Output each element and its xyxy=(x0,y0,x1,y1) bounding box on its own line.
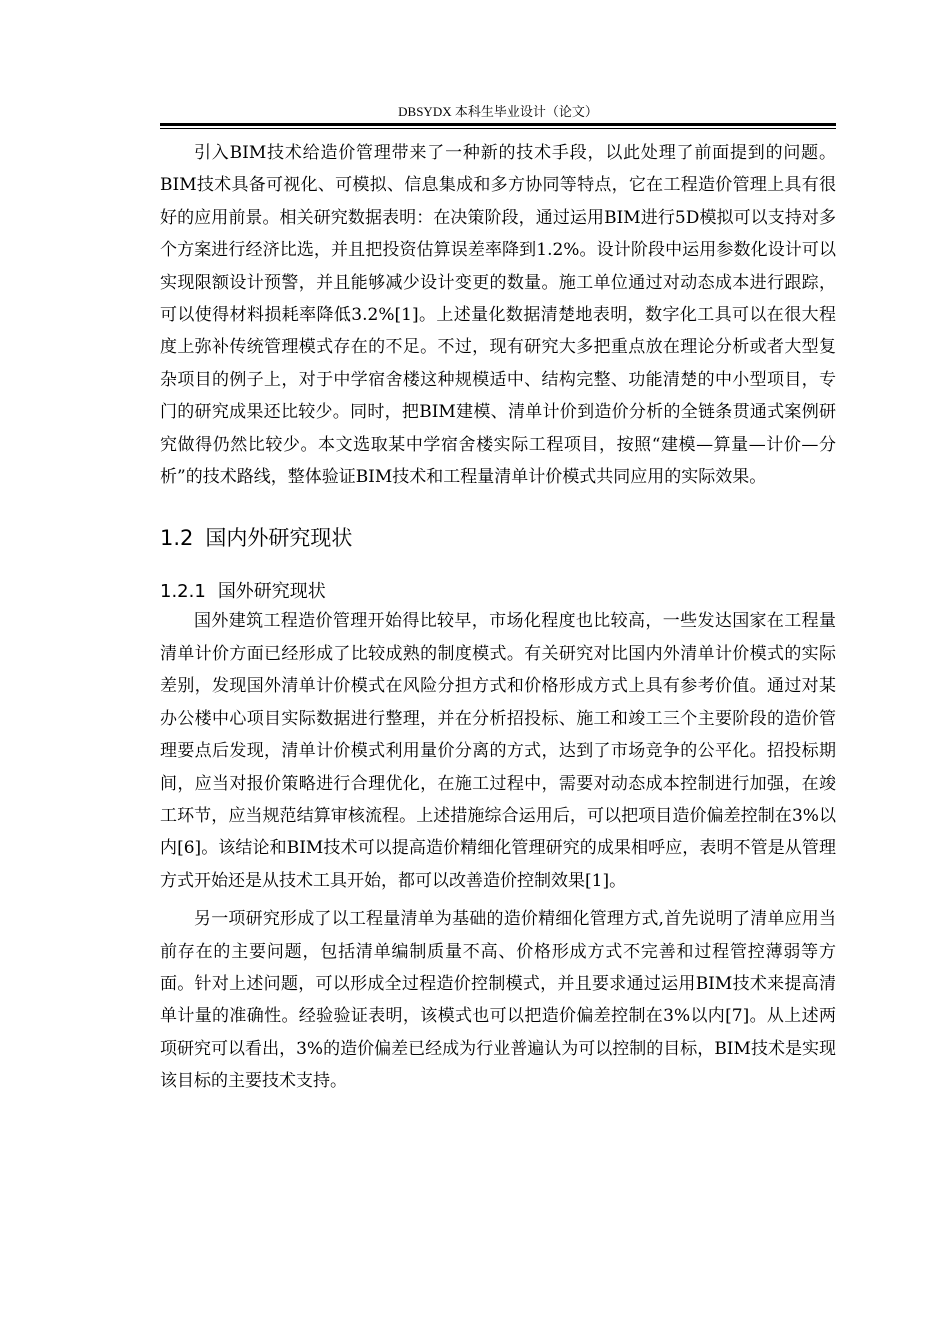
section-heading xyxy=(160,523,836,553)
body-paragraph-2: 另一项研究形成了以工程量清单为基础的造价精细化管理方式,首先说明了清单应用当前存在的主要问题，包括清单编制质量不高、价格形成方式不完善和过程管控薄弱等方面。针对上述问题，可以形成全过程造价控制模式，并且要求通过运用BIM技术来提高清单计量的准确性。经验验证表明，该模式也可以把造价偏差控制在3%以内[7]。从上述两项研究可以看出，3%的造价偏差已经成为行业普遍认为可以控制的目标，BIM技术是实现该目标的主要技术支持。 xyxy=(160,909,836,1092)
header-rule-thin xyxy=(160,128,836,129)
section-title: 国内外研究现状 xyxy=(205,526,353,551)
intro-paragraph: 引入BIM技术给造价管理带来了一种新的技术手段，以此处理了前面提到的问题。BIM技术具备可视化、可模拟、信息集成和多方协同等特点，它在工程造价管理上具有很好的应用前景。相关研究数据表明：在决策阶段，通过运用BIM进行5D模拟可以支持对多个方案进行经济比选，并且把投资估算误差率降到1.2%。设计阶段中运用参数化设计可以实现限额设计预警，并且能够减少设计变更的数量。施工单位通过对动态成本进行跟踪，可以使得材料损耗率降低3.2%[1]。上述量化数据清楚地表明，数字化工具可以在很大程度上弥补传统管理模式存在的不足。不过，现有研究大多把重点放在理论分析或者大型复杂项目的例子上，对于中学宿舍楼这种规模适中、结构完整、功能清楚的中小型项目，专门的研究成果还比较少。同时，把BIM建模、清单计价到造价分析的全链条贯通式案例研究做得仍然比较少。本文选取某中学宿舍楼实际工程项目，按照“建模—算量—计价—分析”的技术路线，整体验证BIM技术和工程量清单计价模式共同应用的实际效果。 xyxy=(160,143,836,488)
main-content xyxy=(160,137,836,1098)
body-paragraph-1: 国外建筑工程造价管理开始得比较早，市场化程度也比较高，一些发达国家在工程量清单计价方面已经形成了比较成熟的制度模式。有关研究对比国内外清单计价模式的实际差别，发现国外清单计价模式在风险分担方式和价格形成方式上具有参考价值。通过对某办公楼中心项目实际数据进行整理，并在分析招投标、施工和竣工三个主要阶段的造价管理要点后发现，清单计价模式利用量价分离的方式，达到了市场竞争的公平化。招投标期间，应当对报价策略进行合理优化，在施工过程中，需要对动态成本控制进行加强，在竣工环节，应当规范结算审核流程。上述措施综合运用后，可以把项目造价偏差控制在3%以内[6]。该结论和BIM技术可以提高造价精细化管理研究的成果相呼应，表明不管是从管理方式开始还是从技术工具开始，都可以改善造价控制效果[1]。 xyxy=(160,611,836,891)
subsection-number: 1.2.1 xyxy=(160,581,206,603)
header-rule-thick xyxy=(160,123,836,126)
subsection-heading xyxy=(160,579,836,605)
subsection-title: 国外研究现状 xyxy=(217,581,326,603)
page-header: DBSYDX 本科生毕业设计（论文） xyxy=(398,104,598,119)
section-number: 1.2 xyxy=(160,526,194,551)
